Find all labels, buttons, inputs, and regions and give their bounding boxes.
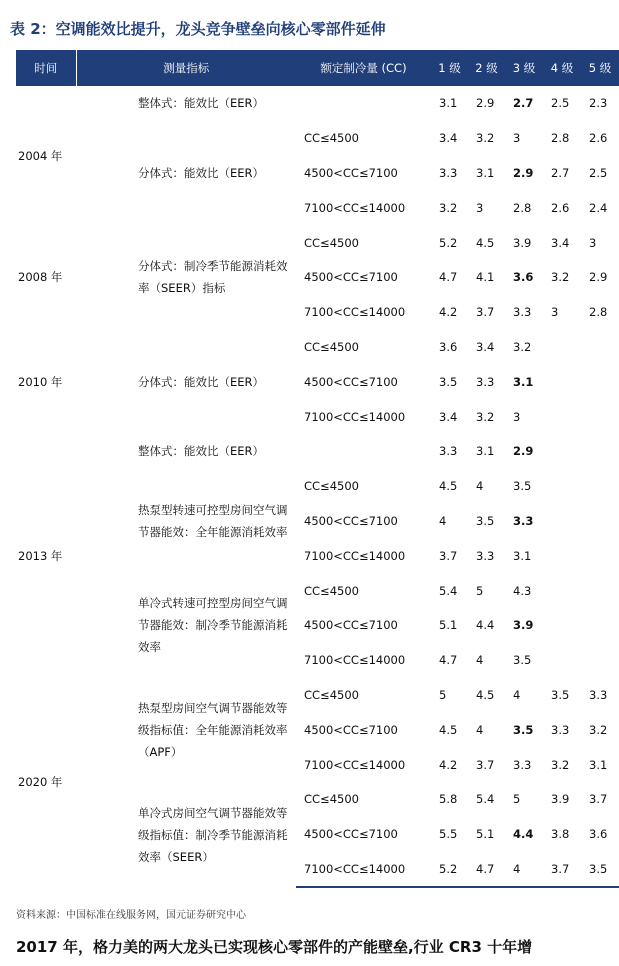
- grade-cell: [581, 608, 619, 643]
- grade-cell: [543, 364, 581, 399]
- indicator-cell: 分体式：能效比（EER）: [138, 165, 265, 180]
- grade-cell: 3.4: [439, 409, 458, 424]
- grade-cell: 5: [476, 583, 484, 598]
- grade-cell: [543, 469, 581, 504]
- grade-cell: 2.5: [589, 165, 608, 180]
- grade-cell: 3.2: [589, 722, 608, 737]
- grade-cell: 2.9: [476, 96, 495, 111]
- grade-cell: 4.7: [468, 852, 505, 888]
- grade-cell: 5.4: [476, 792, 495, 807]
- grade-cell: 3.3: [551, 722, 570, 737]
- table-row: [16, 573, 619, 608]
- grade-cell: 3.4: [439, 131, 458, 146]
- grade-cell: 3.2: [513, 339, 532, 354]
- grade-cell: 5.5: [439, 827, 458, 842]
- grade-cell: 3.3: [589, 687, 608, 702]
- grade-cell: 5.8: [439, 792, 458, 807]
- capacity-cell: CC≤4500: [304, 131, 359, 146]
- grade-cell: [543, 538, 581, 573]
- grade-cell: 3.3: [439, 165, 458, 180]
- year-cell: 2020 年: [18, 775, 63, 790]
- grade-cell: 3.9: [551, 792, 570, 807]
- table-row: [16, 782, 619, 817]
- grade-cell: 4.3: [513, 583, 532, 598]
- grade-cell: 4: [476, 653, 484, 668]
- capacity-cell: CC≤4500: [304, 583, 359, 598]
- grade-cell: 3.2: [476, 409, 495, 424]
- table-row: [16, 434, 619, 469]
- grade-cell: 5.1: [439, 618, 458, 633]
- grade-cell: 2.9: [513, 165, 534, 180]
- grade-cell: 4: [476, 722, 484, 737]
- grade-cell: 3.1: [513, 548, 532, 563]
- grade-cell: [543, 504, 581, 539]
- grade-cell: 3.2: [551, 757, 570, 772]
- grade-cell: 4.1: [476, 270, 495, 285]
- grade-cell: 3: [589, 235, 597, 250]
- header-capacity: 额定制冷量 (CC): [296, 50, 431, 86]
- grade-cell: 3.1: [476, 444, 495, 459]
- grade-cell: 4.4: [513, 827, 534, 842]
- grade-cell: 3.4: [476, 339, 495, 354]
- grade-cell: 3.8: [551, 827, 570, 842]
- grade-cell: 2.3: [589, 96, 608, 111]
- grade-cell: 3.5: [439, 374, 458, 389]
- header-indicator: 测量指标: [76, 50, 296, 86]
- table-row: [16, 225, 619, 260]
- capacity-cell: CC≤4500: [304, 339, 359, 354]
- year-cell: 2008 年: [18, 270, 63, 285]
- grade-cell: 2.8: [513, 200, 532, 215]
- grade-cell: 3.5: [581, 852, 619, 888]
- header-grade-3: 3 级: [505, 50, 543, 86]
- grade-cell: [543, 573, 581, 608]
- grade-cell: [581, 469, 619, 504]
- grade-cell: 3.1: [476, 165, 495, 180]
- grade-cell: 3.5: [476, 513, 495, 528]
- grade-cell: 2.6: [551, 200, 570, 215]
- grade-cell: 3.5: [513, 722, 534, 737]
- header-grade-5: 5 级: [581, 50, 619, 86]
- grade-cell: 3: [476, 200, 484, 215]
- grade-cell: [581, 538, 619, 573]
- grade-cell: [581, 504, 619, 539]
- grade-cell: 2.9: [513, 444, 534, 459]
- grade-cell: 4.5: [439, 722, 458, 737]
- year-cell: 2010 年: [18, 374, 63, 389]
- capacity-cell: 4500<CC≤7100: [304, 165, 398, 180]
- indicator-cell: 整体式：能效比（EER）: [138, 444, 265, 459]
- grade-cell: 4: [439, 513, 447, 528]
- grade-cell: 4.7: [439, 270, 458, 285]
- grade-cell: 3.1: [439, 96, 458, 111]
- grade-cell: 3.7: [589, 792, 608, 807]
- indicator-cell: 单冷式转速可控型房间空气调节器能效：制冷季节能源消耗效率: [138, 596, 288, 655]
- indicator-cell: 整体式：能效比（EER）: [138, 96, 265, 111]
- grade-cell: 4.4: [476, 618, 495, 633]
- grade-cell: 3.7: [543, 852, 581, 888]
- grade-cell: 3.6: [513, 270, 534, 285]
- grade-cell: 3.2: [476, 131, 495, 146]
- grade-cell: 5.2: [431, 852, 468, 888]
- grade-cell: 4.7: [439, 653, 458, 668]
- grade-cell: 3.7: [476, 305, 495, 320]
- grade-cell: [581, 434, 619, 469]
- grade-cell: 5.4: [439, 583, 458, 598]
- grade-cell: 3: [513, 131, 521, 146]
- table-header-row: [16, 50, 619, 86]
- capacity-cell: 7100<CC≤14000: [304, 305, 406, 320]
- grade-cell: 2.9: [589, 270, 608, 285]
- grade-cell: 3.6: [589, 827, 608, 842]
- table-row: [16, 678, 619, 713]
- grade-cell: 3.5: [513, 653, 532, 668]
- table-title: 表 2：空调能效比提升，龙头竞争壁垒向核心零部件延伸: [10, 20, 386, 38]
- grade-cell: [581, 399, 619, 434]
- indicator-cell: 热泵型房间空气调节器能效等级指标值：全年能源消耗效率（APF）: [138, 700, 288, 759]
- grade-cell: 4.5: [439, 479, 458, 494]
- indicator-cell: 分体式：制冷季节能源消耗效率（SEER）指标: [138, 259, 288, 296]
- capacity-cell: 7100<CC≤14000: [304, 200, 406, 215]
- grade-cell: 2.7: [551, 165, 570, 180]
- capacity-cell: 7100<CC≤14000: [304, 757, 406, 772]
- table-row: [16, 86, 619, 121]
- table-row: [16, 330, 619, 365]
- grade-cell: 3.9: [513, 618, 534, 633]
- grade-cell: [543, 434, 581, 469]
- grade-cell: 3.1: [513, 374, 534, 389]
- grade-cell: 4: [476, 479, 484, 494]
- capacity-cell: 4500<CC≤7100: [304, 270, 398, 285]
- grade-cell: 3.2: [551, 270, 570, 285]
- capacity-cell: CC≤4500: [304, 792, 359, 807]
- grade-cell: 4.5: [476, 687, 495, 702]
- grade-cell: [543, 608, 581, 643]
- grade-cell: 4.5: [476, 235, 495, 250]
- grade-cell: 3.1: [589, 757, 608, 772]
- indicator-cell: 单冷式房间空气调节器能效等级指标值：制冷季节能源消耗效率（SEER）: [138, 805, 288, 864]
- grade-cell: 3.9: [513, 235, 532, 250]
- source-note: 资料来源：中国标准在线服务网，国元证券研究中心: [16, 910, 246, 921]
- grade-cell: 3.3: [513, 513, 534, 528]
- header-grade-1: 1 级: [431, 50, 468, 86]
- grade-cell: [543, 330, 581, 365]
- grade-cell: 3.2: [439, 200, 458, 215]
- grade-cell: [581, 330, 619, 365]
- grade-cell: 3.3: [476, 548, 495, 563]
- header-grade-2: 2 级: [468, 50, 505, 86]
- grade-cell: 3.5: [513, 479, 532, 494]
- indicator-cell: 热泵型转速可控型房间空气调节器能效：全年能源消耗效率: [138, 502, 288, 539]
- grade-cell: 2.7: [513, 96, 534, 111]
- grade-cell: [543, 399, 581, 434]
- grade-cell: 2.4: [589, 200, 608, 215]
- grade-cell: 3: [551, 305, 559, 320]
- capacity-cell: 4500<CC≤7100: [304, 618, 398, 633]
- grade-cell: 4: [513, 687, 521, 702]
- grade-cell: 5: [439, 687, 447, 702]
- grade-cell: 4.2: [439, 757, 458, 772]
- grade-cell: 2.8: [589, 305, 608, 320]
- grade-cell: [543, 643, 581, 678]
- indicator-cell: 分体式：能效比（EER）: [138, 374, 265, 389]
- capacity-cell: CC≤4500: [304, 479, 359, 494]
- capacity-cell: 7100<CC≤14000: [296, 852, 431, 888]
- efficiency-table: [16, 50, 619, 888]
- grade-cell: 3.7: [439, 548, 458, 563]
- capacity-cell: CC≤4500: [304, 235, 359, 250]
- grade-cell: 3.4: [551, 235, 570, 250]
- capacity-cell: 4500<CC≤7100: [304, 722, 398, 737]
- grade-cell: [581, 643, 619, 678]
- grade-cell: 4: [505, 852, 543, 888]
- grade-cell: 3.6: [439, 339, 458, 354]
- year-cell: 2013 年: [18, 548, 63, 563]
- grade-cell: 3: [513, 409, 521, 424]
- grade-cell: 3.7: [476, 757, 495, 772]
- grade-cell: 3.3: [513, 305, 532, 320]
- capacity-cell: 7100<CC≤14000: [304, 409, 406, 424]
- grade-cell: 3.5: [551, 687, 570, 702]
- efficiency-table-container: [16, 50, 619, 888]
- capacity-cell: 7100<CC≤14000: [304, 548, 406, 563]
- grade-cell: 2.8: [551, 131, 570, 146]
- capacity-cell: 4500<CC≤7100: [304, 513, 398, 528]
- grade-cell: 3.3: [476, 374, 495, 389]
- grade-cell: 5.2: [439, 235, 458, 250]
- capacity-cell: CC≤4500: [304, 687, 359, 702]
- grade-cell: 2.6: [589, 131, 608, 146]
- capacity-cell: 4500<CC≤7100: [304, 827, 398, 842]
- year-cell: 2004 年: [18, 148, 63, 163]
- table-row: [16, 121, 619, 156]
- grade-cell: 2.5: [551, 96, 570, 111]
- body-paragraph: 2017 年，格力美的两大龙头已实现核心零部件的产能壁垒,行业 CR3 十年增: [16, 938, 533, 956]
- grade-cell: 3.3: [513, 757, 532, 772]
- header-grade-4: 4 级: [543, 50, 581, 86]
- capacity-cell: [296, 434, 431, 469]
- grade-cell: 5: [513, 792, 521, 807]
- grade-cell: 5.1: [476, 827, 495, 842]
- capacity-cell: 7100<CC≤14000: [304, 653, 406, 668]
- header-time: 时间: [16, 50, 76, 86]
- grade-cell: 3.3: [439, 444, 458, 459]
- table-row: [16, 469, 619, 504]
- grade-cell: 4.2: [439, 305, 458, 320]
- capacity-cell: [296, 86, 431, 121]
- grade-cell: [581, 364, 619, 399]
- grade-cell: [581, 573, 619, 608]
- capacity-cell: 4500<CC≤7100: [304, 374, 398, 389]
